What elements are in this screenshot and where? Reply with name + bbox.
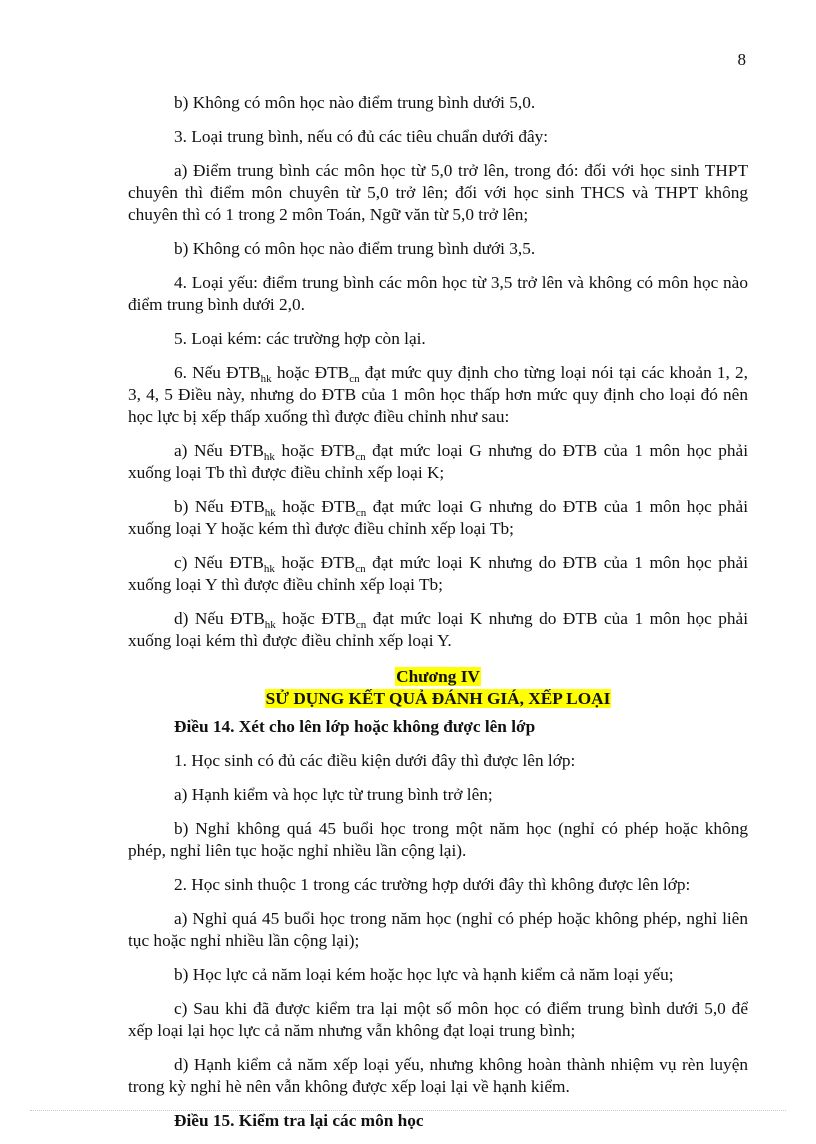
document-body xyxy=(128,92,748,1144)
paragraph: c) Sau khi đã được kiểm tra lại một số môn học có điểm trung bình dưới 5,0 để xếp loại lại học lực cả năm nhưng vẫn không đạt loại trung bình; xyxy=(128,999,748,1040)
subscript: cn xyxy=(355,619,367,631)
text-run: đạt mức loại G nhưng do ĐTB của 1 môn học phải xuống loại Tb thì được điều chỉnh xếp loại K; xyxy=(128,441,749,482)
paragraph: d) Hạnh kiểm cả năm xếp loại yếu, nhưng không hoàn thành nhiệm vụ rèn luyện trong kỳ nghỉ hè nên vẫn không được xếp loại lại về hạnh kiểm. xyxy=(128,1055,748,1096)
article-15-heading: Điều 15. Kiểm tra lại các môn học xyxy=(174,1111,424,1130)
page-bottom-divider xyxy=(30,1110,786,1111)
paragraph: b) Không có môn học nào điểm trung bình dưới 3,5. xyxy=(174,239,536,258)
subscript: cn xyxy=(349,373,360,385)
paragraph: 5. Loại kém: các trường hợp còn lại. xyxy=(174,329,426,348)
paragraph: b) Học lực cả năm loại kém hoặc học lực và hạnh kiểm cả năm loại yếu; xyxy=(174,965,674,984)
subscript: hk xyxy=(263,563,275,575)
paragraph: a) Hạnh kiểm và học lực từ trung bình trở lên; xyxy=(174,785,493,804)
text-run: hoặc ĐTB xyxy=(275,609,356,628)
text-run: 6. Nếu ĐTB xyxy=(174,363,261,382)
adjustment-item xyxy=(128,552,748,596)
subscript: hk xyxy=(264,619,276,631)
text-run: đạt mức quy định cho từng loại nói tại các khoản 1, 2, 3, 4, 5 Điều này, nhưng do ĐTB của 1 môn học thấp hơn mức quy định cho loại đó nên học lực bị xếp thấp xuống thì được điều chỉnh như sau: xyxy=(128,363,748,426)
chapter-title: SỬ DỤNG KẾT QUẢ ĐÁNH GIÁ, XẾP LOẠI xyxy=(265,689,611,708)
subscript: cn xyxy=(355,507,367,519)
adjustment-item xyxy=(128,496,748,540)
text-run: hoặc ĐTB xyxy=(275,497,356,516)
paragraph-6 xyxy=(128,362,748,428)
text-run: hoặc ĐTB xyxy=(274,441,356,460)
subscript: hk xyxy=(264,507,276,519)
page-number: 8 xyxy=(737,50,746,69)
text-run: b) Nếu ĐTB xyxy=(174,497,265,516)
paragraph: b) Không có môn học nào điểm trung bình dưới 5,0. xyxy=(174,93,536,112)
text-run: hoặc ĐTB xyxy=(274,553,356,572)
paragraph: a) Điểm trung bình các môn học từ 5,0 trở lên, trong đó: đối với học sinh THPT chuyên thì điểm môn chuyên từ 5,0 trở lên; đối với học sinh THCS và THPT không chuyên thì có 1 trong 2 môn Toán, Ngữ văn từ 5,0 trở lên; xyxy=(128,161,748,224)
chapter-heading xyxy=(128,666,748,710)
text-run: đạt mức loại K nhưng do ĐTB của 1 môn học phải xuống loại kém thì được điều chỉnh xếp loại Y. xyxy=(128,609,748,650)
adjustment-item xyxy=(128,440,748,484)
subscript: cn xyxy=(355,451,366,463)
adjustment-item xyxy=(128,608,748,652)
text-run: c) Nếu ĐTB xyxy=(174,553,264,572)
article-14-heading: Điều 14. Xét cho lên lớp hoặc không được lên lớp xyxy=(174,717,536,736)
paragraph: 4. Loại yếu: điểm trung bình các môn học từ 3,5 trở lên và không có môn học nào điểm trung bình dưới 2,0. xyxy=(128,273,748,314)
text-run: đạt mức loại G nhưng do ĐTB của 1 môn học phải xuống loại Y hoặc kém thì được điều chỉnh xếp loại Tb; xyxy=(128,497,748,538)
text-run: đạt mức loại K nhưng do ĐTB của 1 môn học phải xuống loại Y thì được điều chỉnh xếp loại Tb; xyxy=(128,553,749,594)
paragraph: 2. Học sinh thuộc 1 trong các trường hợp dưới đây thì không được lên lớp: xyxy=(174,875,691,894)
paragraph: a) Nghỉ quá 45 buổi học trong năm học (nghỉ có phép hoặc không phép, nghỉ liên tục hoặc nghỉ nhiều lần cộng lại); xyxy=(128,909,748,950)
text-run: hoặc ĐTB xyxy=(271,363,350,382)
paragraph: b) Nghỉ không quá 45 buổi học trong một năm học (nghỉ có phép hoặc không phép, nghỉ liên tục hoặc nghỉ nhiều lần cộng lại). xyxy=(128,819,748,860)
subscript: hk xyxy=(260,373,272,385)
paragraph: 1. Học sinh có đủ các điều kiện dưới đây thì được lên lớp: xyxy=(174,751,576,770)
text-run: d) Nếu ĐTB xyxy=(174,609,265,628)
text-run: a) Nếu ĐTB xyxy=(174,441,264,460)
chapter-number: Chương IV xyxy=(396,667,480,686)
subscript: hk xyxy=(263,451,275,463)
subscript: cn xyxy=(355,563,366,575)
paragraph: 3. Loại trung bình, nếu có đủ các tiêu chuẩn dưới đây: xyxy=(174,127,549,146)
